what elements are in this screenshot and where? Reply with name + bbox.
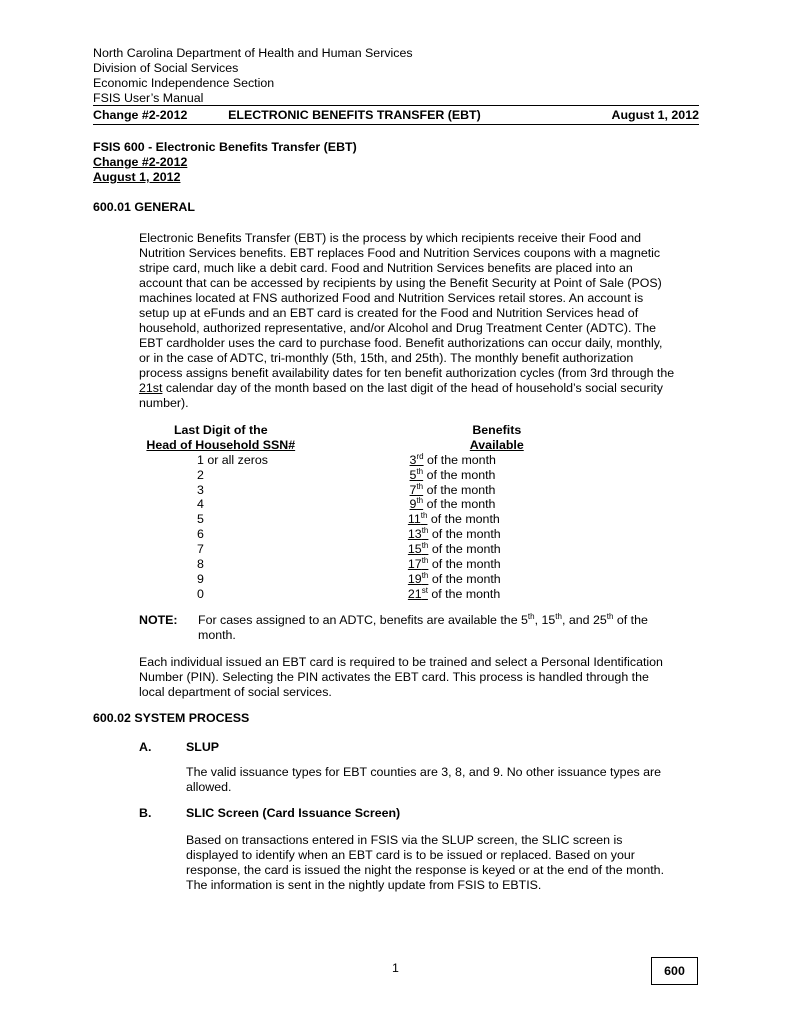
para-line-rest: calendar day of the month based on the last digit of the head of household’s social security [162,381,663,395]
benefit-day-number [410,453,424,467]
para-line: Number (PIN). Selecting the PIN activates the EBT card. This process is handled through the [139,670,649,684]
note-text-part: , 15 [534,613,556,627]
note-block [139,611,699,642]
benefit-day-cell [321,527,559,542]
day-rest: of the month [428,542,501,557]
day-suffix: th [416,481,424,491]
benefit-day-cell [320,483,559,498]
table-row [139,557,559,572]
note-sup: th [527,611,535,621]
subsection-b-title: SLIC Screen (Card Issuance Screen) [186,806,401,820]
title-date: August 1, 2012 [93,170,181,184]
note-text-part: , and 25 [561,613,607,627]
header-manual: FSIS User’s Manual [93,91,204,105]
day-suffix: th [421,570,429,580]
benefit-day-cell [321,512,559,527]
benefit-day-number [410,483,424,497]
para-line: household, authorized representative, and/or Alcohol and Drug Treatment Center (ADTC). The [139,321,657,335]
day-value: 7 [409,482,417,497]
note-sup: th [606,611,614,621]
para-line: or in the case of ADTC, tri-monthly (5th, 15th, and 25th). The monthly benefit authorization [139,351,634,365]
day-rest: of the month [428,527,501,542]
section-heading-60001: 600.01 GENERAL [93,200,195,214]
note-text-part: of the [613,613,648,627]
para-line: Each individual issued an EBT card is required to be trained and select a Personal Identification [139,655,663,669]
ssn-digit-cell: 0 [197,586,204,601]
header-bar [93,108,699,125]
para-line: account that can be accessed by recipients by using the Benefit Security at Point of Sale (POS) [139,276,662,290]
table-row [139,587,559,602]
day-value: 15 [407,542,422,557]
ssn-digit-cell: 5 [197,512,204,527]
day-value: 21 [407,586,422,601]
day-value: 19 [407,571,422,586]
ssn-digit-cell: 6 [197,527,204,542]
benefit-day-number [410,497,424,511]
day-rest: of the month [423,467,496,482]
day-rest: of the month [423,482,496,497]
col-header-ssn: Head of Household SSN# [146,437,296,452]
subsection-b-text [186,833,701,893]
page-header [93,46,699,125]
day-suffix: th [421,526,429,536]
para-line [139,381,701,396]
benefit-day-number [408,557,428,571]
para-line: Based on transactions entered in FSIS via the SLUP screen, the SLIC screen is [186,833,623,847]
day-rest: of the month [428,557,501,572]
para-line: displayed to identify when an EBT card is to be issued or replaced. Based on your [186,848,635,862]
benefit-day-cell [321,572,559,587]
col-header-digit: Last Digit of the [173,423,268,437]
ssn-digit-cell: 2 [197,467,204,482]
ssn-digit-cell: 8 [197,557,204,572]
para-line: EBT cardholder uses the card to purchase food. Benefit authorizations can occur daily, monthly, [139,336,663,350]
day-rest: of the month [427,586,501,601]
day-value: 17 [407,557,422,572]
header-section: Economic Independence Section [93,76,275,90]
note-line-2: month. [198,628,236,642]
para-line: Nutrition Services benefits. EBT replaces Food and Nutrition Services coupons with a magnetic [139,246,661,260]
table-header-row [139,423,559,438]
header-top-rule [93,105,699,106]
benefit-day-cell [321,542,559,557]
benefit-day-number [408,527,428,541]
header-date: August 1, 2012 [611,108,699,122]
general-paragraph [139,231,701,411]
ssn-digit-cell: 3 [197,482,204,497]
section-heading-60002: 600.02 SYSTEM PROCESS [93,711,250,725]
subsection-a-label: A. [139,740,152,754]
title-line: FSIS 600 - Electronic Benefits Transfer (EBT) [93,140,357,154]
note-label: NOTE: [139,613,178,627]
table-row [139,572,559,587]
section-number-box: 600 [651,957,698,985]
day-rest: of the month [427,512,500,527]
benefit-day-number [408,542,428,556]
benefit-day-number [408,572,428,586]
ssn-digit-cell: 4 [197,497,204,512]
header-section-title: ELECTRONIC BENEFITS TRANSFER (EBT) [228,108,481,122]
day-value: 3 [409,452,417,467]
day-suffix: rd [416,451,424,461]
subsection-b-label: B. [139,806,152,820]
table-row [139,468,559,483]
day-suffix: st [421,585,428,595]
para-line: The information is sent in the nightly update from FSIS to EBTIS. [186,878,542,892]
table-row [139,497,559,512]
benefit-day-cell [321,587,559,602]
document-title [93,140,357,185]
para-line: number). [139,396,189,410]
day-value: 11 [407,512,421,527]
para-line: local department of social services. [139,685,332,699]
day-suffix: th [421,555,429,565]
para-line: Electronic Benefits Transfer (EBT) is the process by which recipients receive their Food and [139,231,642,245]
benefit-day-cell [321,557,559,572]
note-text-part: For cases assigned to an ADTC, benefits are available the 5 [198,613,528,627]
underlined-21st: 21st [139,381,163,395]
benefit-day-cell [320,468,559,483]
day-value: 5 [409,467,417,482]
pin-paragraph [139,655,701,700]
benefit-schedule-table [139,423,559,602]
para-line: response, the card is issued the night the response is keyed or at the end of the month. [186,863,665,877]
ssn-digit-cell: 1 or all zeros [197,452,268,467]
benefit-day-number [408,587,428,601]
benefit-day-number [410,468,424,482]
note-sup: th [555,611,562,621]
subsection-a-title: SLUP [186,740,220,754]
para-line: setup up at eFunds and an EBT card is created for the Food and Nutrition Services head of [139,306,639,320]
header-change: Change #2-2012 [93,108,188,122]
day-suffix: th [416,466,424,476]
benefit-day-cell [320,453,559,468]
day-suffix: th [420,511,428,521]
para-line: process assigns benefit availability dates for ten benefit authorization cycles (from 3rd through the [139,366,675,380]
table-row [139,483,559,498]
table-row [139,453,559,468]
header-division: Division of Social Services [93,61,239,75]
benefit-day-cell [320,497,559,512]
day-rest: of the month [428,571,501,586]
para-line: stripe card, much like a debit card. Food and Nutrition Services benefits are placed into an [139,261,633,275]
ssn-digit-cell: 9 [197,571,204,586]
title-change: Change #2-2012 [93,155,188,169]
ssn-digit-cell: 7 [197,542,204,557]
day-suffix: th [421,541,429,550]
day-suffix: th [416,496,424,506]
col-header-benefits: Benefits [472,423,522,437]
para-line: allowed. [186,780,232,794]
table-row [139,512,559,527]
day-value: 13 [407,527,422,542]
day-rest: of the month [423,497,496,512]
note-text [198,613,648,628]
benefit-day-number [408,512,428,526]
table-header-row [139,438,559,453]
table-row [139,527,559,542]
para-line: The valid issuance types for EBT counties are 3, 8, and 9. No other issuance types are [186,765,662,779]
day-rest: of the month [423,452,496,467]
table-row [139,542,559,557]
col-header-available: Available [469,437,524,452]
table-body [139,453,559,602]
header-dept: North Carolina Department of Health and Human Services [93,46,413,60]
page-number: 1 [392,961,399,975]
para-line: machines located at FNS authorized Food and Nutrition Services retail stores. An account is [139,291,644,305]
day-value: 9 [409,497,417,512]
subsection-a-text [186,765,701,795]
